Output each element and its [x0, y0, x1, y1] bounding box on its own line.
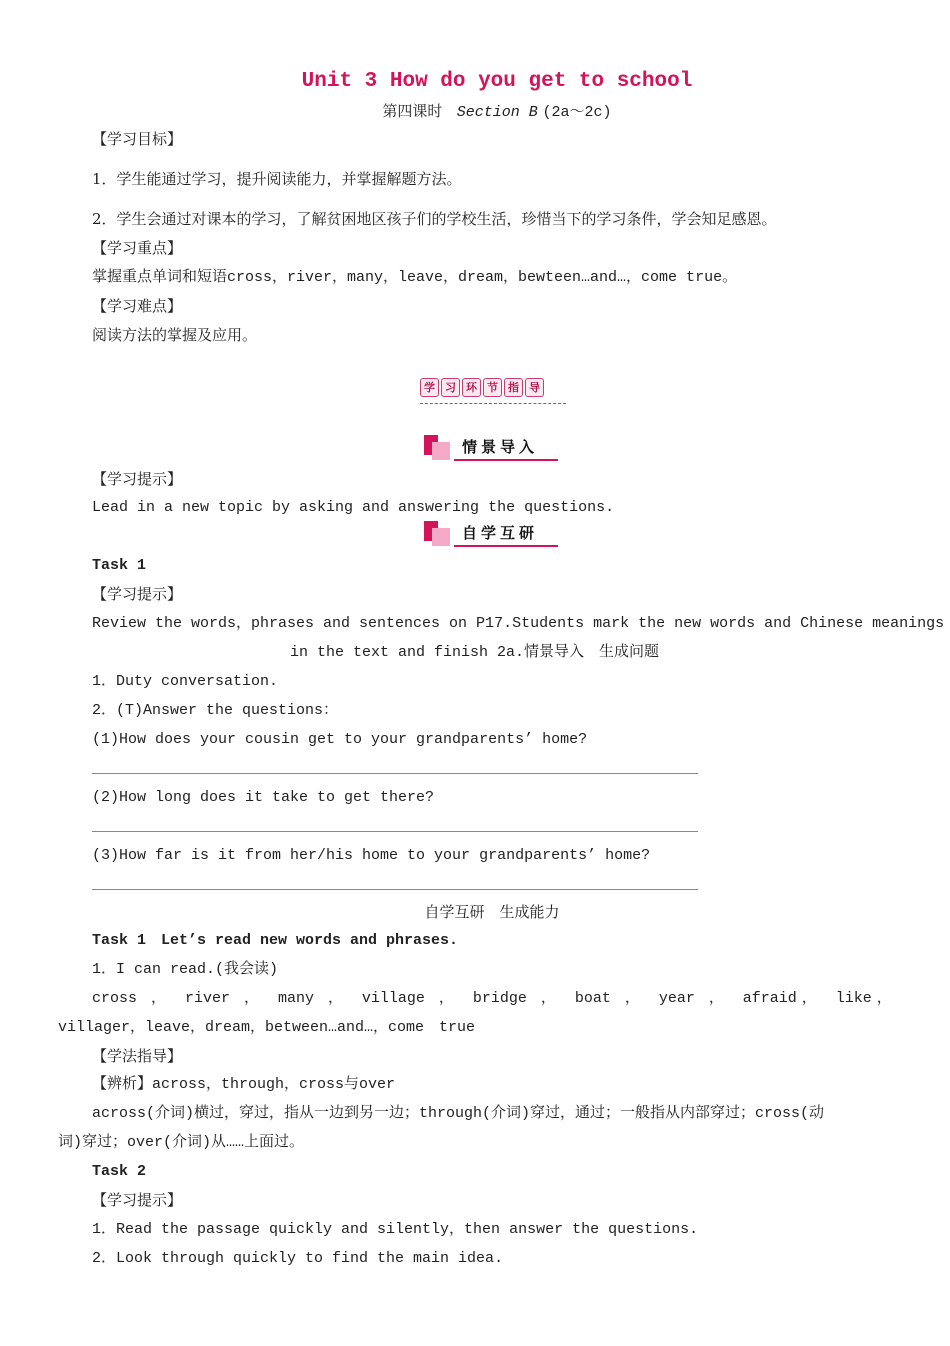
lesson-label: 第四课时 — [382, 102, 443, 120]
objective-item-1: 1．学生能通过学习，提升阅读能力，并掌握解题方法。 — [92, 170, 462, 188]
banner-char: 节 — [483, 378, 502, 397]
word-item: village — [361, 990, 425, 1007]
question-1: (1)How does your cousin get to your grandparents’ home? — [92, 731, 588, 748]
task1a-tip-heading: 【学习提示】 — [92, 585, 183, 603]
word-list-line-1 — [92, 989, 892, 1009]
banner-char: 学 — [420, 378, 439, 397]
question-2: (2)How long does it take to get there? — [92, 789, 435, 806]
section-marker-icon — [432, 528, 450, 546]
key-points-heading: 【学习重点】 — [92, 239, 183, 257]
banner-char: 导 — [525, 378, 544, 397]
difficulties-heading: 【学习难点】 — [92, 297, 183, 315]
analysis-line-1: across(介词)横过，穿过，指从一边到另一边；through(介词)穿过，通过；一般指从内部穿过；cross(动 — [92, 1105, 825, 1122]
word-separator: ， — [708, 990, 729, 1007]
section-intro-label: 情景导入 — [462, 438, 539, 456]
task1a-item-2: 2．(T)Answer the questions： — [92, 702, 339, 719]
intro-tip-text: Lead in a new topic by asking and answering the questions. — [92, 499, 615, 516]
word-item: afraid， — [742, 990, 822, 1007]
method-heading: 【学法指导】 — [92, 1047, 183, 1065]
task2-item-1: 1．Read the passage quickly and silently，then answer the questions. — [92, 1221, 699, 1238]
banner-underline — [420, 403, 566, 404]
page-title: Unit 3 How do you get to school — [301, 70, 693, 93]
word-list-line-2: villager，leave，dream，between…and…，come true — [58, 1019, 476, 1036]
section-marker-icon — [432, 442, 450, 460]
section-underline — [454, 459, 558, 461]
banner-char: 环 — [462, 378, 481, 397]
task2-tip-heading: 【学习提示】 — [92, 1191, 183, 1209]
word-item: boat — [574, 990, 611, 1007]
word-separator: ， — [151, 990, 171, 1007]
task2-item-2: 2．Look through quickly to find the main idea. — [92, 1250, 504, 1267]
guide-banner — [420, 376, 566, 406]
analysis-heading: 【辨析】across，through，cross与over — [92, 1076, 396, 1093]
section-range: (2a～2c) — [542, 104, 612, 121]
word-item: many — [277, 990, 314, 1007]
difficulties-text: 阅读方法的掌握及应用。 — [92, 326, 258, 344]
intro-tip-heading: 【学习提示】 — [92, 470, 183, 488]
task1a-heading: Task 1 — [92, 557, 147, 574]
center-heading: 自学互研 生成能力 — [424, 903, 560, 921]
word-item: like， — [835, 990, 892, 1007]
analysis-line-2: 词)穿过；over(介词)从……上面过。 — [58, 1134, 305, 1151]
answer-line-1[interactable] — [92, 773, 698, 774]
task2-heading: Task 2 — [92, 1163, 147, 1180]
task1b-item-1: 1．I can read.(我会读) — [92, 961, 279, 978]
question-3: (3)How far is it from her/his home to your grandparents’ home? — [92, 847, 651, 864]
key-points-text: 掌握重点单词和短语cross，river，many，leave，dream，bewteen…and…，come true。 — [92, 269, 738, 286]
word-item: cross — [92, 990, 138, 1007]
objective-item-2: 2．学生会通过对课本的学习，了解贫困地区孩子们的学校生活，珍惜当下的学习条件，学会知足感恩。 — [92, 210, 777, 228]
word-item: year — [658, 990, 695, 1007]
page-subtitle — [0, 101, 950, 123]
word-separator: ， — [624, 990, 645, 1007]
section-self-label: 自学互研 — [462, 524, 539, 542]
answer-line-2[interactable] — [92, 831, 698, 832]
answer-line-3[interactable] — [92, 889, 698, 890]
word-separator: ， — [327, 990, 348, 1007]
banner-char: 指 — [504, 378, 523, 397]
section-underline — [454, 545, 558, 547]
task1a-tip-line-2: in the text and finish 2a.情景导入 生成问题 — [290, 644, 660, 661]
word-separator: ， — [243, 990, 264, 1007]
task1a-tip-line-1: Review the words，phrases and sentences on P17.Students mark the new words and Chinese meanings — [92, 615, 945, 632]
word-item: river — [184, 990, 230, 1007]
section-label: Section B — [456, 104, 538, 121]
word-item: bridge — [472, 990, 527, 1007]
objectives-heading: 【学习目标】 — [92, 130, 183, 148]
section-header-intro — [424, 435, 558, 461]
section-header-self-study — [424, 521, 558, 547]
word-separator: ， — [540, 990, 561, 1007]
task1b-heading: Task 1 Let’s read new words and phrases. — [92, 932, 459, 949]
word-separator: ， — [438, 990, 459, 1007]
task1a-item-1: 1．Duty conversation. — [92, 673, 279, 690]
banner-char: 习 — [441, 378, 460, 397]
